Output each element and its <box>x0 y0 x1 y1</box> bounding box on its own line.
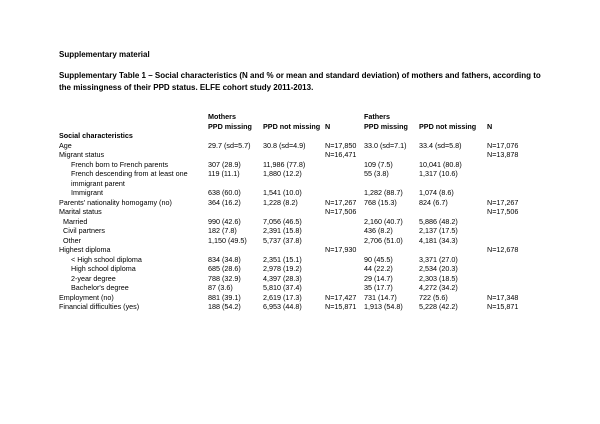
cell-fathers-ppd-missing: 109 (7.5) <box>364 159 393 169</box>
cell-fathers-ppd-not-missing: 1,317 (10.6) <box>419 169 458 178</box>
row-label: Parents' nationality homogamy (no) <box>59 197 172 207</box>
cell-fathers-ppd-not-missing: 2,303 (18.5) <box>419 273 458 283</box>
blank-cell <box>263 131 325 141</box>
table-row <box>59 293 527 303</box>
cell-mothers-n <box>325 283 364 293</box>
cell-mothers-n: N=17,427 <box>325 292 357 302</box>
col-header-mothers-ppd-missing: PPD missing <box>208 121 252 131</box>
cell-mothers-ppd-missing: 1,150 (49.5) <box>208 235 247 245</box>
cell-fathers-ppd-missing <box>364 150 419 160</box>
cell-fathers-ppd-not-missing: 4,272 (34.2) <box>419 283 458 292</box>
cell-fathers-ppd-not-missing: 2,534 (20.3) <box>419 264 458 273</box>
table-row <box>59 188 527 198</box>
cell-mothers-ppd-missing: 87 (3.6) <box>208 283 233 292</box>
cell-fathers-n <box>487 274 527 284</box>
cell-mothers-ppd-missing: 29.7 (sd=5.7) <box>208 140 251 150</box>
cell-mothers-ppd-missing <box>208 150 263 160</box>
cell-fathers-ppd-not-missing: 824 (6.7) <box>419 197 448 207</box>
cell-fathers-ppd-not-missing: 5,886 (48.2) <box>419 216 458 226</box>
cell-mothers-ppd-not-missing: 11,986 (77.8) <box>263 159 306 169</box>
cell-fathers-ppd-not-missing: 33.4 (sd=5.8) <box>419 140 462 150</box>
table-row <box>59 141 527 151</box>
row-label: Immigrant <box>71 188 103 197</box>
cell-fathers-ppd-not-missing <box>419 207 487 217</box>
cell-mothers-ppd-not-missing: 1,228 (8.2) <box>263 197 298 207</box>
row-label: Bachelor's degree <box>71 283 129 292</box>
table-row <box>59 150 527 160</box>
row-label: Marital status <box>59 207 102 216</box>
col-header-fathers-ppd-not-missing: PPD not missing <box>419 121 477 131</box>
cell-fathers-ppd-not-missing: 5,228 (42.2) <box>419 302 458 311</box>
cell-mothers-n <box>325 188 364 198</box>
group-mothers-label: Mothers <box>208 112 236 121</box>
cell-mothers-ppd-not-missing: 1,541 (10.0) <box>263 188 302 197</box>
blank-cell <box>325 131 364 141</box>
cell-mothers-ppd-not-missing: 2,391 (15.8) <box>263 226 302 235</box>
cell-fathers-ppd-not-missing: 2,137 (17.5) <box>419 226 458 235</box>
row-label: Employment (no) <box>59 292 114 302</box>
section-label: Social characteristics <box>59 131 133 140</box>
cell-mothers-ppd-missing: 788 (32.9) <box>208 273 241 283</box>
cell-mothers-ppd-not-missing <box>263 245 325 255</box>
cell-fathers-ppd-missing: 90 (45.5) <box>364 254 393 264</box>
col-header-mothers-ppd-not-missing: PPD not missing <box>263 121 321 131</box>
cell-fathers-n <box>487 160 527 170</box>
cell-fathers-ppd-missing: 44 (22.2) <box>364 264 393 273</box>
cell-fathers-n: N=17,506 <box>487 207 519 216</box>
cell-mothers-n <box>325 169 364 188</box>
cell-fathers-ppd-missing: 1,282 (88.7) <box>364 188 403 197</box>
cell-mothers-n: N=17,506 <box>325 207 357 216</box>
cell-mothers-ppd-not-missing: 2,619 (17.3) <box>263 292 302 302</box>
cell-fathers-n: N=17,348 <box>487 292 519 302</box>
cell-mothers-ppd-missing: 834 (34.8) <box>208 254 241 264</box>
cell-fathers-ppd-missing: 29 (14.7) <box>364 273 393 283</box>
blank-cell <box>487 112 527 122</box>
cell-fathers-n: N=17,267 <box>487 197 519 207</box>
cell-fathers-n: N=12,678 <box>487 245 519 254</box>
cell-fathers-ppd-not-missing <box>419 245 487 255</box>
cell-mothers-ppd-missing <box>208 245 263 255</box>
cell-mothers-ppd-not-missing: 5,737 (37.8) <box>263 235 302 245</box>
group-header-row <box>59 112 527 122</box>
social-characteristics-table <box>59 112 527 312</box>
cell-fathers-ppd-not-missing: 1,074 (8.6) <box>419 188 454 197</box>
cell-fathers-n <box>487 226 527 236</box>
cell-mothers-ppd-missing: 119 (11.1) <box>208 169 240 178</box>
cell-mothers-n: N=17,850 <box>325 140 357 150</box>
cell-fathers-n <box>487 283 527 293</box>
document-heading: Supplementary material <box>59 50 150 59</box>
cell-mothers-ppd-not-missing: 7,056 (46.5) <box>263 216 302 226</box>
table-row <box>59 160 527 170</box>
col-header-fathers-n: N <box>487 121 493 131</box>
row-label: 2-year degree <box>71 273 116 283</box>
cell-mothers-n <box>325 226 364 236</box>
table-row <box>59 169 527 188</box>
table-row <box>59 283 527 293</box>
cell-mothers-n <box>325 236 364 246</box>
cell-fathers-ppd-missing: 1,913 (54.8) <box>364 302 403 311</box>
cell-mothers-ppd-missing: 881 (39.1) <box>208 292 241 302</box>
cell-fathers-ppd-missing: 2,160 (40.7) <box>364 216 403 226</box>
row-label: French born to French parents <box>71 159 169 169</box>
row-label: Other <box>63 235 81 245</box>
cell-mothers-ppd-not-missing: 5,810 (37.4) <box>263 283 302 292</box>
cell-mothers-n <box>325 160 364 170</box>
blank-cell <box>325 112 364 122</box>
cell-mothers-n: N=17,930 <box>325 245 357 254</box>
cell-mothers-ppd-missing <box>208 207 263 217</box>
cell-fathers-n <box>487 217 527 227</box>
section-row <box>59 131 527 141</box>
cell-fathers-ppd-missing: 55 (3.8) <box>364 169 389 178</box>
row-label: Financial difficulties (yes) <box>59 302 140 311</box>
cell-fathers-ppd-missing: 35 (17.7) <box>364 283 393 292</box>
table-row <box>59 236 527 246</box>
row-label: Migrant status <box>59 150 105 159</box>
cell-fathers-n <box>487 236 527 246</box>
blank-cell <box>59 112 208 122</box>
cell-fathers-n <box>487 255 527 265</box>
cell-mothers-ppd-not-missing: 2,978 (19.2) <box>263 264 302 273</box>
table-row <box>59 302 527 312</box>
cell-mothers-ppd-missing: 685 (28.6) <box>208 264 241 273</box>
blank-cell <box>419 131 487 141</box>
blank-cell <box>59 122 208 132</box>
table-row <box>59 207 527 217</box>
cell-mothers-ppd-missing: 990 (42.6) <box>208 216 241 226</box>
cell-fathers-ppd-not-missing: 722 (5.6) <box>419 292 448 302</box>
cell-fathers-ppd-missing <box>364 207 419 217</box>
cell-mothers-n: N=15,871 <box>325 302 357 311</box>
cell-fathers-ppd-missing <box>364 245 419 255</box>
cell-mothers-ppd-missing: 364 (16.2) <box>208 197 241 207</box>
blank-cell <box>364 131 419 141</box>
cell-mothers-ppd-missing: 638 (60.0) <box>208 188 241 197</box>
cell-mothers-n <box>325 274 364 284</box>
cell-fathers-ppd-missing: 731 (14.7) <box>364 292 397 302</box>
cell-fathers-ppd-not-missing: 3,371 (27.0) <box>419 254 458 264</box>
blank-cell <box>263 112 325 122</box>
row-label: Civil partners <box>63 226 105 235</box>
cell-mothers-ppd-not-missing <box>263 207 325 217</box>
table-row <box>59 274 527 284</box>
cell-fathers-n: N=13,878 <box>487 150 519 159</box>
cell-mothers-ppd-missing: 307 (28.9) <box>208 159 241 169</box>
cell-mothers-n <box>325 264 364 274</box>
col-header-fathers-ppd-missing: PPD missing <box>364 121 408 131</box>
cell-fathers-ppd-missing: 33.0 (sd=7.1) <box>364 140 407 150</box>
blank-cell <box>208 131 263 141</box>
cell-fathers-ppd-not-missing: 10,041 (80.8) <box>419 159 462 169</box>
cell-mothers-ppd-not-missing <box>263 150 325 160</box>
cell-fathers-n <box>487 169 527 188</box>
blank-cell <box>487 131 527 141</box>
cell-mothers-ppd-not-missing: 2,351 (15.1) <box>263 254 302 264</box>
cell-fathers-n: N=15,871 <box>487 302 519 311</box>
cell-fathers-n <box>487 264 527 274</box>
cell-fathers-ppd-missing: 768 (15.3) <box>364 197 397 207</box>
row-label: Age <box>59 140 72 150</box>
cell-mothers-ppd-missing: 182 (7.8) <box>208 226 237 235</box>
row-label: Highest diploma <box>59 245 111 254</box>
cell-fathers-ppd-missing: 2,706 (51.0) <box>364 235 403 245</box>
cell-mothers-n: N=16,471 <box>325 150 357 159</box>
column-header-row <box>59 122 527 132</box>
row-label: High school diploma <box>71 264 136 273</box>
cell-mothers-n <box>325 217 364 227</box>
cell-fathers-ppd-not-missing <box>419 150 487 160</box>
table-row <box>59 245 527 255</box>
cell-mothers-ppd-missing: 188 (54.2) <box>208 302 241 311</box>
table-caption: Supplementary Table 1 – Social characteristics (N and % or mean and standard deviation) of mothers and fathers, according to the missingness of their PPD status. ELFE cohort study 2011-2013. <box>59 71 541 92</box>
table-row <box>59 198 527 208</box>
row-label: French descending from at least one immigrant parent <box>71 169 188 188</box>
row-label: < High school diploma <box>71 254 142 264</box>
cell-mothers-ppd-not-missing: 6,953 (44.8) <box>263 302 302 311</box>
table-row <box>59 226 527 236</box>
col-header-mothers-n: N <box>325 121 331 131</box>
cell-mothers-n: N=17,267 <box>325 197 357 207</box>
table-row <box>59 217 527 227</box>
cell-fathers-n <box>487 188 527 198</box>
cell-fathers-n: N=17,076 <box>487 140 519 150</box>
cell-fathers-ppd-missing: 436 (8.2) <box>364 226 393 235</box>
blank-cell <box>419 112 487 122</box>
cell-mothers-ppd-not-missing: 30.8 (sd=4.9) <box>263 140 306 150</box>
table-row <box>59 255 527 265</box>
cell-fathers-ppd-not-missing: 4,181 (34.3) <box>419 235 458 245</box>
cell-mothers-n <box>325 255 364 265</box>
group-fathers-label: Fathers <box>364 112 390 121</box>
cell-mothers-ppd-not-missing: 4,397 (28.3) <box>263 273 302 283</box>
cell-mothers-ppd-not-missing: 1,880 (12.2) <box>263 169 302 178</box>
row-label: Married <box>63 216 88 226</box>
table-row <box>59 264 527 274</box>
